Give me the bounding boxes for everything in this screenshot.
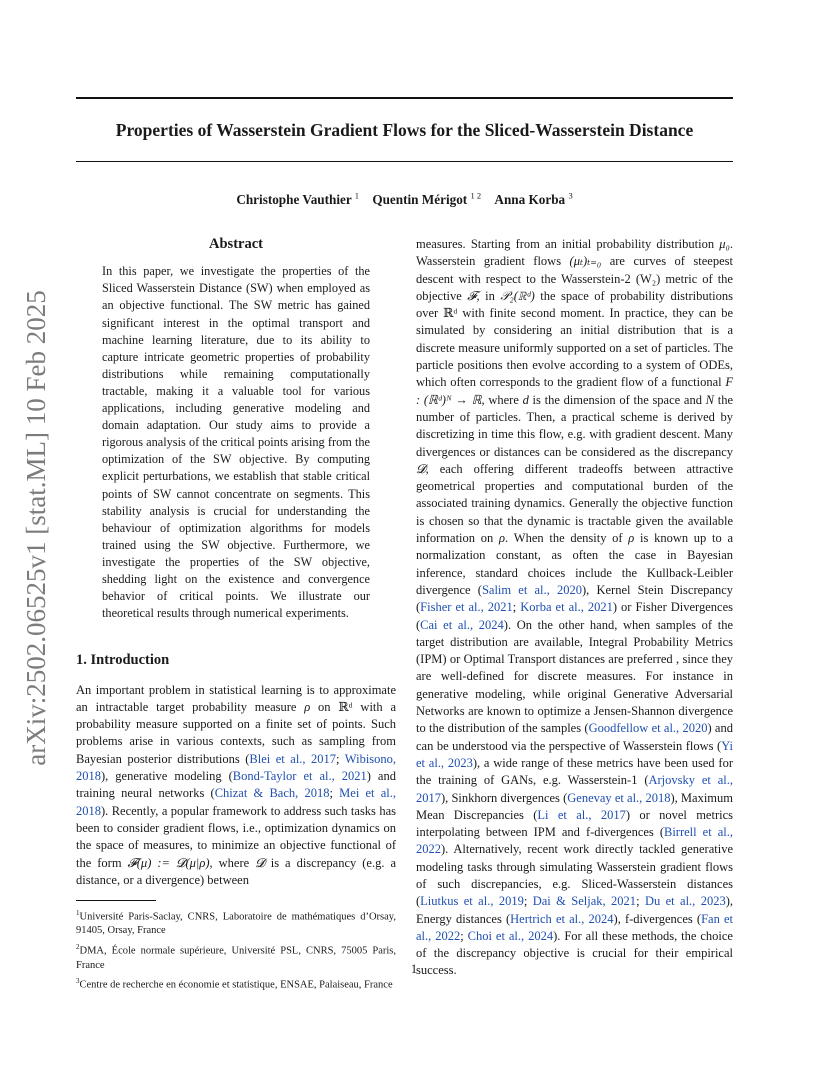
author-name: Christophe Vauthier	[236, 192, 352, 208]
citation-link[interactable]: Salim et al., 2020	[481, 582, 582, 597]
page-number: 1	[410, 962, 418, 976]
introduction-heading: 1. Introduction	[76, 652, 170, 669]
citation-link[interactable]: Genevay et al., 2018	[567, 790, 671, 805]
citation-link[interactable]: Blei et al., 2017	[249, 751, 337, 766]
abstract-text: In this paper, we investigate the properties of the Sliced Wasserstein Distance (SW) when employed as an objective functional. The SW metric has gained significant interest in the optimal transport and machine learning literature, due to its ability to capture intricate geometric properties of probability distributions while remaining computationally tractable, making it a valuable tool for various applications, including generative modeling and domain adaptation. Our study aims to provide a rigorous analysis of the critical points arising from the optimization of the SW objective. By computing explicit perturbations, we establish that stable critical points of SW cannot concentrate on segments. This stability analysis is crucial for understanding the behaviour of optimization algorithms for models trained using the SW objective. Furthermore, we investigate the properties of the SW objective, shedding light on the existence and convergence behavior of critical points. We illustrate our theoretical results through numerical experiments.	[102, 264, 370, 621]
title-bottom-rule	[76, 161, 733, 162]
citation-link[interactable]: Bond-Taylor et al., 2021	[232, 769, 367, 784]
author-affiliation: 1	[354, 191, 360, 201]
citation-link[interactable]: Li et al., 2017	[537, 807, 626, 822]
author-1	[236, 192, 359, 207]
citation-link[interactable]: Du et al., 2023	[644, 894, 726, 909]
right-column	[416, 236, 733, 980]
author-2	[372, 192, 481, 207]
citation-link[interactable]: Fan et al., 2022	[416, 911, 734, 943]
abstract-heading: Abstract	[209, 236, 263, 252]
citation-link[interactable]: Choi et al., 2024	[467, 928, 554, 943]
paper-title: Properties of Wasserstein Gradient Flows for the Sliced-Wasserstein Distance	[115, 120, 694, 140]
citation-link[interactable]: Yi et al., 2023	[416, 738, 733, 770]
author-name: Quentin Mérigot	[372, 192, 468, 208]
citation-link[interactable]: Chizat & Bach, 2018	[214, 786, 330, 801]
citation-link[interactable]: Korba et al., 2021	[520, 600, 613, 615]
citation-link[interactable]: Birrell et al., 2022	[416, 825, 733, 857]
introduction-paragraph-continued: measures. Starting from an initial probability distribution μ₀. Wasserstein gradient flows (μₜ)ₜ₌₀ are curves of steepest descent with respect to the Wasserstein-2 (W₂) metric of the objective 𝓕, in 𝒫₂(ℝᵈ) the space of probability distributions over ℝᵈ with finite second moment. In practice, they can be simulated by considering an initial distribution that is a discrete measure uniformly supported on a set of particles. The particle positions then evolve according to a system of ODEs, which often corresponds to the gradient flow of a functional F : (ℝᵈ)ᴺ → ℝ, where d is the dimension of the space and N the number of particles. Then, a practical scheme is derived by discretizing in time this flow, e.g. with gradient descent. Many divergences or distances can be considered as the discrepancy 𝓓, each offering different tradeoffs between attractive geometrical properties and computational burden of the associated training dynamics. Generally the objective function is chosen so that the dynamic is tractable given the available information on ρ. When the density of ρ is known up to a normalization constant, as often the case in Bayesian inference, standard choices include the Kullback-Leibler divergence (Salim et al., 2020), Kernel Stein Discrepancy (Fisher et al., 2021; Korba et al., 2021) or Fisher Divergences (Cai et al., 2024). On the other hand, when samples of the target distribution are available, Integral Probability Metrics (IPM) or Optimal Transport distances are preferred , since they are well-defined for discrete measures. For instance in generative modeling, while original Generative Adversarial Networks are known to optimize a Jensen-Shannon divergence to the distribution of the samples (Goodfellow et al., 2020) and can be understood via the perspective of Wasserstein flows (Yi et al., 2023), a wide range of these metrics have been used for the training of GANs, e.g. Wasserstein-1 (Arjovsky et al., 2017), Sinkhorn divergences (Genevay et al., 2018), Maximum Mean Discrepancies (Li et al., 2017) or novel metrics interpolating between IPM and f-divergences (Birrell et al., 2022). Alternatively, recent work directly tackled generative modeling tasks through simulating Wasserstein gradient flows of such discrepancies, e.g. Sliced-Wasserstein distances (Liutkus et al., 2019; Dai & Seljak, 2021; Du et al., 2023), Energy distances (Hertrich et al., 2024), f-divergences (Fan et al., 2022; Choi et al., 2024). For all these methods, the choice of the discrepancy objective is crucial for their empirical success.	[416, 237, 734, 978]
citation-link[interactable]: Fisher et al., 2021	[420, 600, 513, 615]
citation-link[interactable]: Dai & Seljak, 2021	[532, 894, 637, 909]
title-top-rule	[76, 97, 733, 99]
citation-link[interactable]: Liutkus et al., 2019	[420, 894, 524, 909]
author-3	[494, 192, 572, 207]
footnote-1: $^1$Université Paris-Saclay, CNRS, Laboratoire de mathématiques d’Orsay, 91405, Orsay, France	[76, 909, 396, 937]
left-column	[76, 236, 396, 996]
footnote-2: $^2$DMA, École normale supérieure, Université PSL, CNRS, 75005 Paris, France	[76, 943, 396, 971]
footnote-3: $^3$Centre de recherche en économie et statistique, ENSAE, Palaiseau, France	[76, 977, 393, 991]
footnote-rule	[76, 900, 156, 901]
citation-link[interactable]: Wibisono, 2018	[76, 751, 397, 784]
author-list	[76, 191, 733, 208]
citation-link[interactable]: Arjovsky et al., 2017	[416, 773, 733, 805]
citation-link[interactable]: Hertrich et al., 2024	[510, 911, 614, 926]
citation-link[interactable]: Cai et al., 2024	[420, 617, 504, 632]
author-name: Anna Korba	[494, 192, 566, 208]
author-affiliation: 1 2	[470, 191, 482, 201]
arxiv-stamp: arXiv:2502.06525v1 [stat.ML] 10 Feb 2025	[21, 290, 51, 766]
author-affiliation: 3	[568, 191, 573, 201]
citation-link[interactable]: Mei et al., 2018	[76, 786, 396, 818]
citation-link[interactable]: Goodfellow et al., 2020	[588, 721, 708, 736]
introduction-paragraph: An important problem in statistical learning is to approximate an intractable target probability measure ρ on ℝᵈ with a probability measure supported on a finite set of points. Such problems arise in various contexts, such as sampling from Bayesian posterior distributions (Blei et al., 2017; Wibisono, 2018), generative modeling (Bond-Taylor et al., 2021) and training neural networks (Chizat & Bach, 2018; Mei et al., 2018). Recently, a popular framework to address such tasks has been to consider gradient flows, i.e., optimization dynamics on the space of measures, to minimize an objective functional of the form 𝓕(μ) := 𝓓(μ|ρ), where 𝓓 is a discrepancy (e.g. a distance, or a divergence) between	[76, 682, 397, 887]
